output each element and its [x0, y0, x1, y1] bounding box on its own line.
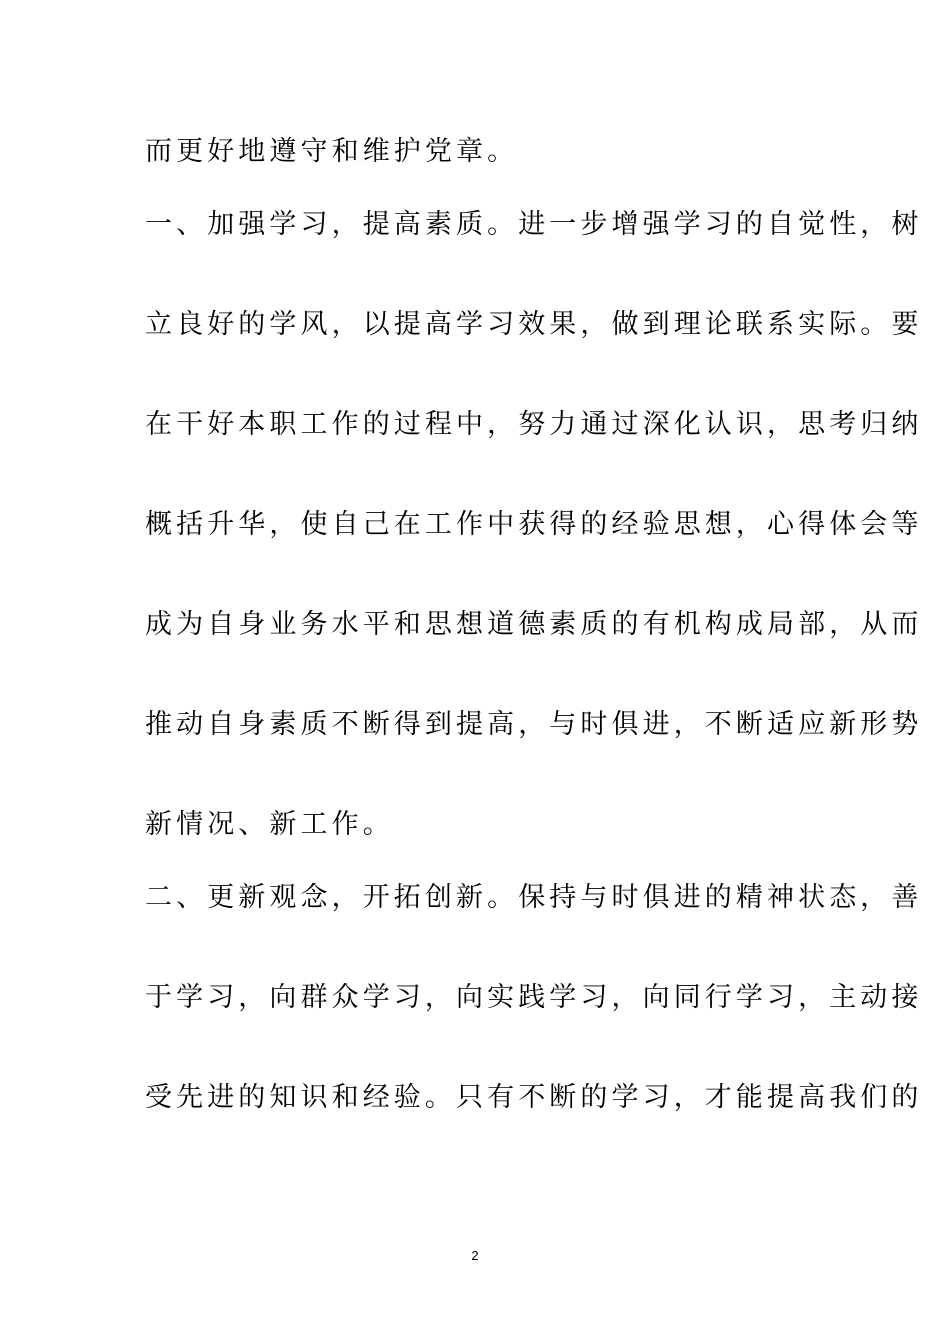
text-line: 二、更新观念，开拓创新。保持与时俱进的精神状态，善	[145, 882, 923, 913]
text-line: 推动自身素质不断得到提高，与时俱进，不断适应新形势	[145, 709, 923, 740]
text-line: 成为自身业务水平和思想道德素质的有机构成局部，从而	[145, 609, 923, 640]
text-line: 概括升华，使自己在工作中获得的经验思想，心得体会等	[145, 509, 923, 540]
text-line: 而更好地遵守和维护党章。	[145, 136, 519, 167]
text-line: 受先进的知识和经验。只有不断的学习，才能提高我们的	[145, 1082, 923, 1113]
page-number: 2	[471, 1248, 479, 1263]
text-line: 新情况、新工作。	[145, 809, 394, 840]
text-line: 一、加强学习，提高素质。进一步增强学习的自觉性，树	[145, 209, 923, 240]
text-line: 在干好本职工作的过程中，努力通过深化认识，思考归纳	[145, 409, 923, 440]
text-line: 立良好的学风，以提高学习效果，做到理论联系实际。要	[145, 309, 923, 340]
text-line: 于学习，向群众学习，向实践学习，向同行学习，主动接	[145, 982, 923, 1013]
